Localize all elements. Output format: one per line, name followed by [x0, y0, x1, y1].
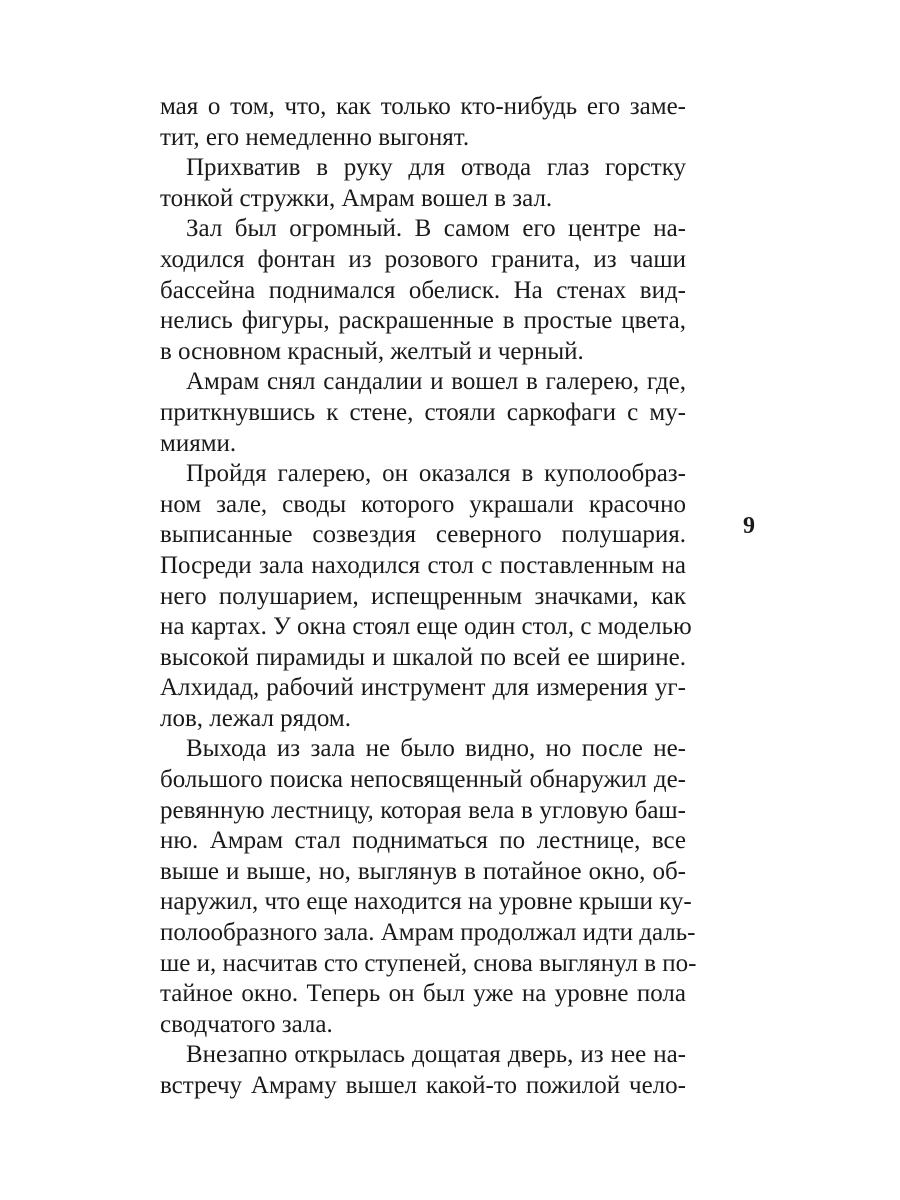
text-line: Зал был огромный. В самом его центре на- — [186, 215, 686, 243]
text-line: ревянную лестницу, которая вела в угловую баш- — [160, 796, 686, 824]
text-line: наружил, что еще находится на уровне крыши ку- — [160, 888, 692, 916]
text-line: Внезапно открылась дощатая дверь, из нее на- — [186, 1041, 686, 1069]
text-line: приткнувшись к стене, стояли саркофаги с му- — [160, 398, 686, 426]
text-line: высокой пирамиды и шкалой по всей ее ширине. — [160, 643, 686, 671]
text-line: Выхода из зала не было видно, но после не- — [186, 735, 686, 763]
text-line: бассейна поднимался обелиск. На стенах вид- — [160, 276, 686, 304]
text-line: Алхидад, рабочий инструмент для измерения уг- — [160, 674, 686, 702]
text-line: ню. Амрам стал подниматься по лестнице, все — [160, 827, 686, 855]
text-line: ше и, насчитав сто ступеней, снова выглянул в по- — [160, 949, 697, 977]
text-line: большого поиска непосвященный обнаружил де- — [160, 766, 686, 794]
text-line: Посреди зала находился стол с поставленным на — [160, 551, 686, 579]
text-line: него полушарием, испещренным значками, как — [160, 582, 686, 610]
text-line: нелись фигуры, раскрашенные в простые цвета, — [160, 307, 686, 335]
text-line: сводчатого зала. — [160, 1010, 333, 1038]
text-line: полообразного зала. Амрам продолжал идти даль- — [160, 919, 696, 947]
text-line: тайное окно. Теперь он был уже на уровне пола — [160, 980, 686, 1008]
text-line: тонкой стружки, Амрам вошел в зал. — [160, 184, 553, 212]
text-line: выписанные созвездия северного полушария. — [160, 521, 686, 549]
text-line: тит, его немедленно выгонят. — [160, 123, 470, 151]
text-line: ном зале, своды которого украшали красочно — [160, 490, 686, 518]
text-line: на картах. У окна стоял еще один стол, с моделью — [160, 613, 692, 641]
text-line: миями. — [160, 429, 237, 457]
text-line: лов, лежал рядом. — [160, 704, 351, 732]
text-line: Амрам снял сандалии и вошел в галерею, где, — [186, 368, 686, 396]
body-text — [160, 92, 697, 1102]
page-number: 9 — [743, 513, 755, 539]
text-line: в основном красный, желтый и черный. — [160, 337, 584, 365]
text-line: ходился фонтан из розового гранита, из чаши — [160, 245, 686, 273]
text-line: мая о том, что, как только кто-нибудь его заме- — [160, 93, 686, 120]
text-line: Прихватив в руку для отвода глаз горстку — [186, 154, 686, 182]
text-line: Пройдя галерею, он оказался в куполообраз- — [186, 460, 686, 488]
text-line: встречу Амраму вышел какой-то пожилой чело- — [160, 1072, 686, 1099]
text-line: выше и выше, но, выглянув в потайное окно, об- — [160, 857, 686, 885]
